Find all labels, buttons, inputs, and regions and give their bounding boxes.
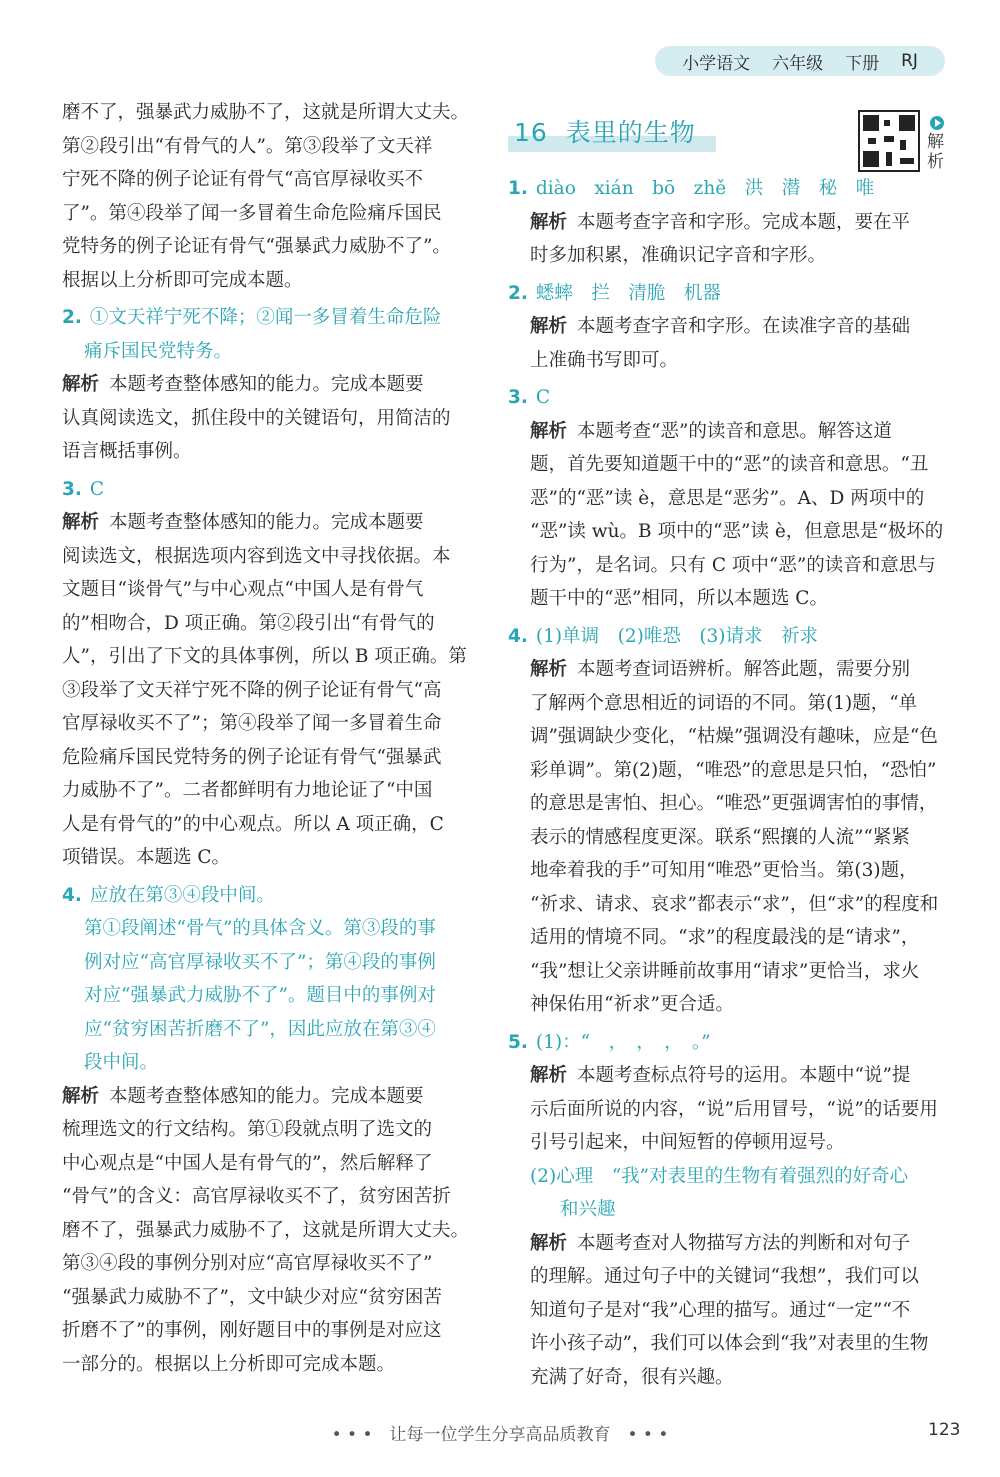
analysis-label: 解析 — [62, 374, 100, 395]
analysis-line: 解析 本题考查字音和字形。完成本题，要在平 — [530, 211, 911, 233]
analysis-line: 解析 本题考查标点符号的运用。本题中“说”提 — [530, 1065, 911, 1086]
answer-text: (2)心理 “我”对表里的生物有着强烈的好奇心 — [530, 1165, 909, 1187]
analysis-line: 解析 本题考查对人物描写方法的判断和对句子 — [530, 1232, 911, 1254]
question-number: 5. — [508, 1031, 528, 1053]
analysis-label: 解析 — [530, 316, 568, 337]
text-line: 磨不了，强暴武力威胁不了，这就是所谓大丈夫。 — [62, 102, 470, 123]
left-q3-answer — [62, 473, 470, 507]
text-line: 一部分的。根据以上分析即可完成本题。 — [62, 1353, 396, 1375]
text-line: 语言概括事例。 — [62, 441, 192, 462]
qr-label: 解析 — [927, 132, 944, 172]
qr-code-icon[interactable] — [858, 110, 920, 172]
text-line: 时多加积累，准确识记字音和字形。 — [530, 245, 827, 266]
analysis-label: 解析 — [530, 420, 568, 442]
header-tag — [655, 46, 945, 76]
text-line: 题干中的“恶”相同，所以本题选 C。 — [530, 588, 828, 609]
play-icon[interactable] — [930, 116, 944, 130]
page-number: 123 — [928, 1420, 961, 1440]
text-line: 力威胁不了”。二者都鲜明有力地论证了“中国 — [62, 780, 433, 801]
text-line: 知道句子是对“我”心理的描写。通过“一定”“不 — [530, 1299, 911, 1321]
text-line: 示后面所说的内容，“说”后用冒号，“说”的话要用 — [530, 1098, 938, 1120]
left-column — [62, 96, 470, 1381]
text-line: “祈求、请求、哀求”都表示“求”，但“求”的程度和 — [530, 893, 939, 915]
text-line: 神保佑用“祈求”更合适。 — [530, 994, 734, 1015]
text-line: 文题目“谈骨气”与中心观点“中国人是有骨气 — [62, 579, 424, 600]
analysis-label: 解析 — [62, 1085, 100, 1107]
analysis-label: 解析 — [530, 1232, 568, 1254]
text-line: 上准确书写即可。 — [530, 349, 679, 371]
text-line: 官厚禄收买不了”；第④段举了闻一多冒着生命 — [62, 713, 442, 734]
text-line: “骨气”的含义：高官厚禄收买不了，贫穷困苦折 — [62, 1186, 451, 1207]
text-line: 项错误。本题选 C。 — [62, 847, 231, 868]
lesson-title: 16 表里的生物 — [514, 118, 696, 147]
volume: 下册 — [845, 53, 880, 74]
right-column — [508, 110, 946, 1394]
answer-text: (1)单调 (2)唯恐 (3)请求 祈求 — [535, 625, 819, 647]
answer-text: C — [89, 478, 105, 500]
right-q2-answer — [508, 277, 946, 311]
analysis-label: 解析 — [530, 211, 568, 233]
text-line: “恶”读 wù。B 项中的“恶”读 è，但意思是“极坏的 — [530, 521, 944, 542]
analysis-label: 解析 — [530, 659, 568, 680]
right-q4-answer — [508, 620, 946, 654]
subject: 小学语文 — [682, 53, 751, 74]
analysis-line: 解析 本题考查字音和字形。在读准字音的基础 — [530, 316, 911, 337]
text-line: 党特务的例子论证有骨气“强暴武力威胁不了”。 — [62, 236, 451, 257]
answer-text: 应放在第③④段中间。 — [89, 884, 275, 906]
answer-text: ①文天祥宁死不降；②闻一多冒着生命危险 — [89, 307, 442, 328]
text-line: “强暴武力威胁不了”，文中缺少对应“贫穷困苦 — [62, 1286, 442, 1308]
text-line: 中心观点是“中国人是有骨气的”，然后解释了 — [62, 1152, 433, 1174]
text-line: 地牵着我的手”可知用“唯恐”更恰当。第(3)题， — [530, 860, 918, 881]
question-number: 3. — [508, 387, 528, 408]
text-line: “我”想让父亲讲睡前故事用“请求”更恰当，求火 — [530, 960, 920, 982]
answer-text: 第①段阐述“骨气”的具体含义。第③段的事 — [84, 918, 436, 939]
text-line: 宁死不降的例子论证有骨气“高官厚禄收买不 — [62, 169, 423, 190]
text-line: 磨不了，强暴武力威胁不了，这就是所谓大丈夫。 — [62, 1219, 470, 1241]
text-line: 认真阅读选文，抓住段中的关键语句，用简洁的 — [62, 407, 451, 429]
text-line: 危险痛斥国民党特务的例子论证有骨气“强暴武 — [62, 746, 442, 768]
text-line: 行为”，是名词。只有 C 项中“恶”的读音和意思与 — [530, 554, 936, 576]
text-line: 调”强调缺少变化，“枯燥”强调没有趣味，应是“色 — [530, 726, 938, 747]
question-number: 3. — [62, 478, 82, 500]
text-line: 了解两个意思相近的词语的不同。第(1)题，“单 — [530, 692, 918, 714]
question-number: 1. — [508, 178, 528, 199]
text-line: 人”，引出了下文的具体事例，所以 B 项正确。第 — [62, 646, 467, 667]
answer-text: 例对应“高官厚禄收买不了”；第④段的事例 — [84, 951, 436, 973]
question-number: 4. — [508, 625, 528, 647]
text-line: 题，首先要知道题干中的“恶”的读音和意思。“丑 — [530, 454, 929, 475]
text-line: 的意思是害怕、担心。“唯恐”更强调害怕的事情， — [530, 793, 938, 814]
text-line: 适用的情境不同。“求”的程度最浅的是“请求”， — [530, 927, 920, 948]
answer-text: 应“贫穷困苦折磨不了”，因此应放在第③④ — [84, 1018, 436, 1040]
answer-text: 蟋蟀 拦 清脆 机器 — [535, 282, 721, 304]
text-line: 充满了好奇，很有兴趣。 — [530, 1366, 734, 1388]
text-line: 梳理选文的行文结构。第①段就点明了选文的 — [62, 1119, 433, 1140]
lesson-header — [508, 110, 946, 172]
right-q3-answer — [508, 381, 946, 415]
text-line: 恶”的“恶”读 è，意思是“恶劣”。A、D 两项中的 — [530, 487, 925, 509]
text-line: 的”相吻合，D 项正确。第②段引出“有骨气的 — [62, 612, 435, 634]
text-line: 的理解。通过句子中的关键词“我想”，我们可以 — [530, 1266, 919, 1287]
answer-text: (1)：“ ， ， ， 。” — [535, 1031, 711, 1053]
text-line: 人是有骨气的”的中心观点。所以 A 项正确，C — [62, 813, 444, 835]
text-line: ③段举了文天祥宁死不降的例子论证有骨气“高 — [62, 679, 442, 701]
answer-text: 和兴趣 — [560, 1199, 616, 1220]
text-line: 引号引起来，中间短暂的停顿用逗号。 — [530, 1132, 845, 1153]
analysis-line: 解析 本题考查词语辨析。解答此题，需要分别 — [530, 659, 911, 680]
analysis-label: 解析 — [530, 1065, 568, 1086]
text-line: 根据以上分析即可完成本题。 — [62, 269, 303, 291]
answer-text: C — [535, 387, 551, 408]
analysis-line: 解析 本题考查整体感知的能力。完成本题要 — [62, 374, 424, 395]
analysis-line: 解析 本题考查“恶”的读音和意思。解答这道 — [530, 420, 892, 442]
question-number: 2. — [508, 282, 528, 304]
text-line: 阅读选文，根据选项内容到选文中寻找依据。本 — [62, 545, 451, 567]
left-q4-answer — [62, 879, 470, 913]
text-line: 表示的情感程度更深。联系“熙攘的人流”“紧紧 — [530, 826, 910, 848]
right-q1-answer — [508, 172, 946, 206]
text-line: 彩单调”。第(2)题，“唯恐”的意思是只怕，“恐怕” — [530, 759, 937, 781]
text-line: 了”。第④段举了闻一多冒着生命危险痛斥国民 — [62, 202, 442, 224]
edition: RJ — [901, 51, 918, 71]
question-number: 4. — [62, 884, 82, 906]
question-number: 2. — [62, 307, 82, 328]
left-q2-answer — [62, 301, 470, 335]
answer-text: 痛斥国民党特务。 — [84, 340, 233, 362]
right-q5-answer — [508, 1026, 946, 1060]
grade: 六年级 — [772, 53, 824, 74]
analysis-line: 解析 本题考查整体感知的能力。完成本题要 — [62, 512, 424, 533]
text-line: 第②段引出“有骨气的人”。第③段举了文天祥 — [62, 135, 433, 157]
text-line: 第③④段的事例分别对应“高官厚禄收买不了” — [62, 1253, 433, 1274]
answer-text: diào xián bō zhě 洪 潜 秘 唯 — [535, 178, 875, 199]
text-line: 折磨不了”的事例，刚好题目中的事例是对应这 — [62, 1320, 442, 1341]
footer-slogan: • • • 让每一位学生分享高品质教育 • • • — [331, 1425, 669, 1445]
answer-text: 对应“强暴武力威胁不了”。题目中的事例对 — [84, 985, 436, 1006]
text-line: 许小孩子动”，我们可以体会到“我”对表里的生物 — [530, 1333, 929, 1354]
answer-text: 段中间。 — [84, 1052, 159, 1073]
analysis-label: 解析 — [62, 512, 100, 533]
analysis-line: 解析 本题考查整体感知的能力。完成本题要 — [62, 1085, 424, 1107]
